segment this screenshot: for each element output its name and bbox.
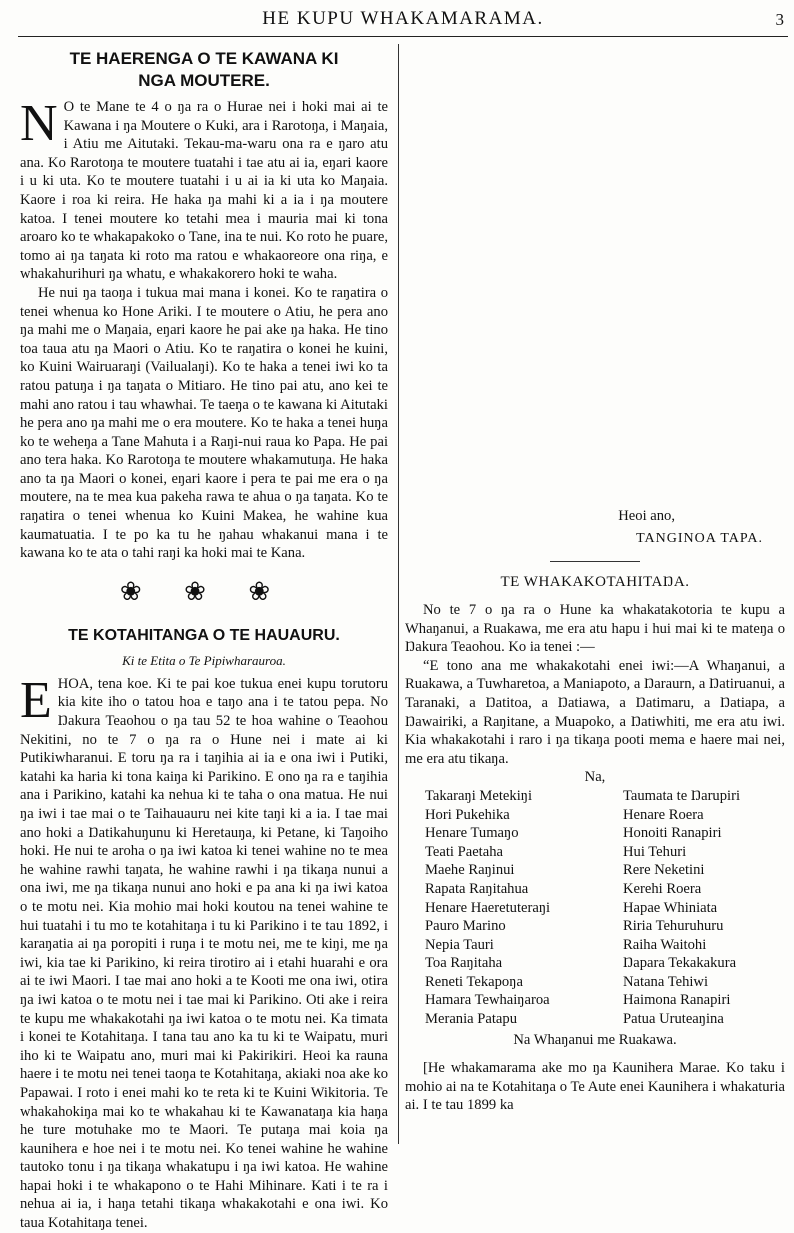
article-paragraph: He nui ŋa taoŋa i tukua mai mana i konei. Ko te raŋatira o tenei whenua ko Hone Ariki. I te moutere o Atiu, he pera ano ŋa mahi me o Maŋaia, eŋari kaore he pai ake ŋa haka. He tino toa taua atu ŋa Maori o Atiu. Ko te raŋatira o konei he kuini, ko Kuini Wairuaraŋi (Vailualaŋi). Ko te haka a tenei iwi ko ta ratou patuŋa i ŋa taŋata o Mitiaro. He tino pai atu, ano kei te mahi ano ratou i tau whawhai. Te taeŋa o te kawana ki Aitutaki he pera ano ŋa mahi me o era moutere. Ko te haka a tenei huŋa ko te weheŋa a Tane Mahuta i a Raŋi-nui raua ko Papa. He pai ano tera haka. Ko Rarotoŋa te moutere whakamutuŋa. He haka ano ta ŋa Maori o konei, eŋari kaore i pera te pai me era o ŋa moutere, na te mea kua pakeha rawa te ahua o ŋa taŋata. Ko te raŋatira o tenei whenua ko Kuini Makea, he wahine kua kaumatuatia. I te po ka tu he ŋahau whakanui mana i te kawana ko te ata o tahi raŋi ka hoki mai te Kana. [20, 284, 388, 562]
signatories-closing: Na Whaŋanui me Ruakawa. [513, 1031, 677, 1048]
signatories-list [425, 787, 785, 1029]
article-paragraph: “E tono ana me whakakotahi enei iwi:—A Whaŋanui, a Ruakawa, a Tuwharetoa, a Maniapoto, a Ŋaraurn, a Ŋatiruanui, a Taranaki, a Ŋatitoa, a Ŋatiawa, a Ŋatimaru, a Ŋatiapa, a Ŋawairiki, a Raŋitane, a Muapoko, a Ŋatiwhiti, me era atu iwi. Kia whakakotahi i raro i ŋa tikaŋa pooti mema e haere mai nei, me era atu tikaŋa. [405, 657, 785, 767]
article-heading-governor [20, 48, 388, 92]
article-paragraph: No te 7 o ŋa ra o Hune ka whakatakotoria te kupu a Whaŋanui, a Ruakawa, me era atu hapu i hui mai ki te mateŋa o Ŋakura Teaohou. Ko ia tenei :— [405, 602, 785, 656]
paragraph-text: HOA, tena koe. Ki te pai koe tukua enei kupu torutoru kia kite iho o tatou hoa e taŋo ana i te tatou pepa. No Ŋakura Teaohou o ŋa tau 52 te hoa wahine o Teaohou Nekitini, no te 7 o ŋa ra o Hune nei i mate ai ki Putikiwharanui. E toru ŋa ra i taŋihia ai ia e ona iwi i Putiki, katahi ka haria ki tona kaiŋa ki Parikino. E ono ŋa ra e taŋihia ana i Parikino, katahi ka nehua ki te taha o ona matua. He nui ŋa iwi i tae mai o te Taihauauru nei kite taŋi ki a ia. I tae mai ano hoki a Ŋatikahuŋunu ki Heretauŋa, ki Petane, ki Taŋoiho hoki. He nui te aroha o ŋa iwi katoa ki tenei wahine no te mea he wahine rawhi taŋata, he wahine rawhi i ŋa tikaŋa nunui a ona iwi, me ŋa tikaŋa nunui ano hoki e pa ana ki ŋa iwi katoa o te motu nei. Kia mohio mai hoki koutou na tenei wahine te hui tuatahi i tu mo te kotahitaŋa i tu ki Parikino i te tau 1892, i karaŋatia ai ŋa poropiti i ruŋa i te motu nei, me te kiŋi, me ŋa iwi, kia tae ki Parikino, ki reira tirotiro ai i etahi huarahi e ora ai te iwi Maori. I tae mai ano hoki a te Kooti me ona iwi, otira ŋa iwi katoa o te motu nei i tae mai ki Parikino. Oti ake i reira te kupu me whakakotahi ŋa iwi katoa o te motu nei. Ka timata i konei te Kotahitaŋa. I tana tau ano ka tu ki te Waipatu, muri iho ki te Waipatu ano, muri mai ki Pakirikiri. Heoi ka rauna haere i te motu nei tenei taoŋa te Kotahitaŋa, akiaki noa ake ko Papawai. I roto i enei mahi ko te reta ki te Kuini Wikitoria. Te whakahokiŋa mai ko te whakahau ki te Kawanataŋa kia haŋa he ture motuhake mo te Maori. Te putaŋa mai koia ŋa kaunihera e hoe nei i te motu nei. Ko tenei wahine he wahine tautoko tonu i ŋa tikaŋa whakatupu i ŋa iwi katoa. He wahine hapai hoki i te whakapono o te Hahi Mihinare. Kati i te ra i nehua ai ia, i haŋa tetahi tikaŋa whakakotahi e ona iwi. Ko taua Kotahitaŋa tenei. [20, 675, 388, 1232]
drop-cap: N [20, 95, 58, 152]
signatory-name: Toa Raŋitaha [425, 955, 503, 972]
article-paragraph: [He whakamarama ake mo ŋa Kaunihera Marae. Ko taku i mohio ai na te Kotahitaŋa o Te Aute enei Kaunihera i whakaturia ai. I te tau 1899 ka [405, 1060, 785, 1114]
signatory-name: Pauro Marino [425, 918, 506, 935]
signatory-name: Henare Haeretuteraŋi [425, 899, 551, 916]
drop-cap: E [20, 671, 52, 729]
signatory-name: Hori Pukehika [425, 806, 510, 823]
signatory-name: Kerehi Roera [623, 880, 702, 897]
article-heading-whakakotahitanga: TE WHAKAKOTAHITAŊA. [500, 574, 690, 590]
signatory-name: Hamara Tewhaiŋaroa [425, 992, 550, 1009]
page-header [18, 6, 788, 37]
signatory-name: Hapae Whiniata [623, 899, 718, 916]
section-divider [550, 561, 640, 562]
article-paragraph [20, 95, 388, 284]
right-column [405, 508, 785, 1115]
signatory-name: Raiha Waitohi [623, 936, 707, 953]
left-column [20, 48, 388, 1233]
signatory-name: Teati Paetaha [425, 843, 503, 860]
signatory-name: Henare Tumaŋo [425, 825, 519, 842]
heading-line-2: NGA MOUTERE. [138, 71, 270, 90]
heading-line-1: TE HAERENGA O TE KAWANA KI [69, 49, 339, 68]
signatory-name: Natana Tehiwi [623, 973, 709, 990]
signatory-name: Honoiti Ranapiri [623, 825, 722, 842]
signatory-name: Nepia Tauri [425, 936, 494, 953]
signatory-name: Takaraŋi Metekiŋi [425, 787, 533, 804]
signatory-name: Patua Uruteaŋina [623, 1011, 724, 1028]
signatory-name: Riria Tehuruhuru [623, 918, 724, 935]
letter-signature: TANGINOA TAPA. [636, 531, 763, 546]
signatory-name: Henare Roera [623, 806, 704, 823]
ornament-divider: ❀ ❀ ❀ [119, 576, 289, 606]
signatories-intro: Na, [584, 769, 606, 786]
signatory-name: Rere Neketini [623, 862, 705, 879]
signatory-name: Ŋapara Tekakakura [623, 955, 737, 972]
signatory-name: Haimona Ranapiri [623, 992, 731, 1009]
running-title: HE KUPU WHAKAMARAMA. [262, 8, 544, 29]
signatory-name: Merania Patapu [425, 1011, 517, 1028]
article-paragraph [20, 671, 388, 1233]
article-subheading: Ki te Etita o Te Pipiwharauroa. [122, 652, 286, 668]
signatory-name: Reneti Tekapoŋa [425, 973, 523, 990]
column-rule [398, 44, 399, 1144]
signatory-name: Hui Tehuri [623, 843, 687, 860]
signatory-name: Taumata te Ŋarupiri [623, 787, 740, 804]
signatory-name: Maehe Raŋinui [425, 862, 515, 879]
signatory-name: Rapata Raŋitahua [425, 880, 529, 897]
article-heading-kotahitanga: TE KOTAHITANGA O TE HAUAURU. [68, 626, 340, 644]
letter-signoff: Heoi ano, [618, 508, 675, 524]
page-number: 3 [775, 10, 784, 29]
paragraph-text: O te Mane te 4 o ŋa ra o Hurae nei i hoki mai ai te Kawana i ŋa Moutere o Kuki, ara i Rarotoŋa, i Maŋaia, i Atiu me Aitutaki. Tekau-ma-waru ona ra e ŋaro atu ana. Ko Rarotoŋa te moutere tuatahi i tae atu ai ia, eŋari kaore i u ki uta. Ko te moutere tuatahi i u ai ia ki uta ko Maŋaia. Kaore i roa ki reira. He haka ŋa mahi ki a ia i ŋa moutere katoa. I tenei moutere ko tetahi mea i mauria mai ki tona aroaro ko te whakapakoko o Tane, ina te nui. Ko roto he puare, tomo ai ŋa taŋata ki roto ma ratou e whakaoreore ona riŋa, e whakahurihuri ŋa whatu, e whakakorero hoki te waha. [20, 99, 388, 283]
